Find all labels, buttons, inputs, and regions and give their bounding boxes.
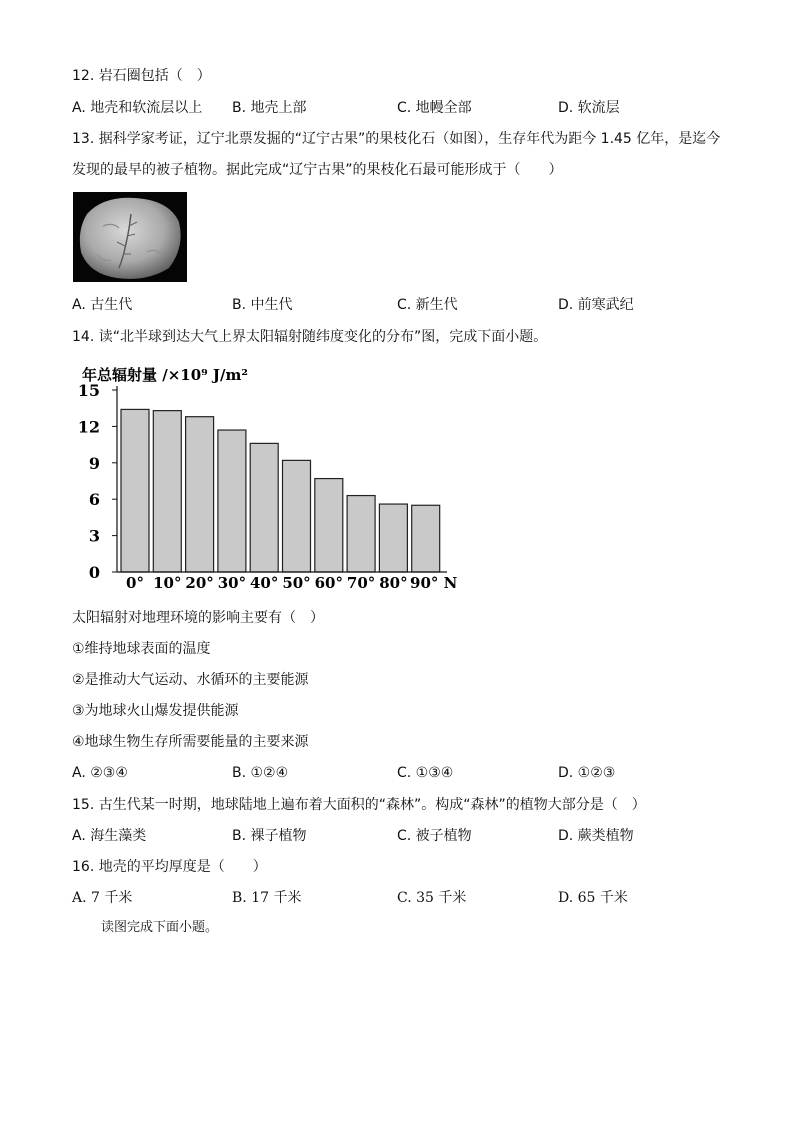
q13-stem-line2: 发现的最早的被子植物。据此完成“辽宁古果”的果枝化石最可能形成于（ ） <box>72 162 563 178</box>
bar-5 <box>283 460 311 572</box>
x-tick-label: 90° N <box>410 574 458 592</box>
q14-stem: 14. 读“北半球到达大气上界太阳辐射随纬度变化的分布”图，完成下面小题。 <box>72 329 548 345</box>
q14-statement-3: ③为地球火山爆发提供能源 <box>72 703 239 719</box>
y-tick-label: 12 <box>77 417 100 437</box>
bar-6 <box>315 479 343 572</box>
x-tick-label: 30° <box>217 574 247 592</box>
q16-stem: 16. 地壳的平均厚度是（ ） <box>72 859 267 875</box>
bar-8 <box>379 504 407 572</box>
x-tick-label: 40° <box>250 574 279 592</box>
q16-option-c[interactable]: C. 35 千米 <box>397 890 467 906</box>
q14-question: 太阳辐射对地理环境的影响主要有（ ） <box>72 610 324 626</box>
bar-7 <box>347 496 375 572</box>
y-tick-label: 6 <box>88 490 100 510</box>
x-tick-label: 60° <box>314 574 343 592</box>
q15-stem: 15. 古生代某一时期，地球陆地上遍布着大面积的“森林”。构成“森林”的植物大部分是（ ） <box>72 797 646 813</box>
q15-option-b[interactable]: B. 裸子植物 <box>232 828 307 844</box>
x-tick-label: 50° <box>282 574 311 592</box>
q12-option-d[interactable]: D. 软流层 <box>558 100 620 116</box>
x-tick-label: 10° <box>153 574 182 592</box>
chart-ylabel: 年总辐射量 /×10⁹ J/m² <box>82 366 248 384</box>
q14-statement-4: ④地球生物生存所需要能量的主要来源 <box>72 734 309 750</box>
q15-options <box>72 826 732 846</box>
q14-option-c[interactable]: C. ①③④ <box>397 765 454 781</box>
y-tick-label: 15 <box>77 381 100 400</box>
q14-statement-2: ②是推动大气运动、水循环的主要能源 <box>72 672 309 688</box>
bar-4 <box>250 443 278 572</box>
x-tick-label: 80° <box>379 574 408 592</box>
q12-option-b[interactable]: B. 地壳上部 <box>232 100 307 116</box>
x-tick-label: 20° <box>185 574 214 592</box>
q13-option-b[interactable]: B. 中生代 <box>232 297 293 313</box>
q16-option-b[interactable]: B. 17 千米 <box>232 890 302 906</box>
q13-option-c[interactable]: C. 新生代 <box>397 297 458 313</box>
x-tick-label: 70° <box>346 574 376 592</box>
radiation-bar-chart <box>72 360 472 592</box>
q12-options <box>72 98 732 118</box>
q14-options <box>72 763 732 783</box>
bar-0 <box>121 409 149 572</box>
q13-option-a[interactable]: A. 古生代 <box>72 297 133 313</box>
q13-options <box>72 295 732 315</box>
fossil-image <box>73 192 187 282</box>
q14-option-a[interactable]: A. ②③④ <box>72 765 128 781</box>
bar-9 <box>412 505 440 572</box>
q15-option-d[interactable]: D. 蕨类植物 <box>558 828 634 844</box>
q12-option-c[interactable]: C. 地幔全部 <box>397 100 472 116</box>
q15-option-a[interactable]: A. 海生藻类 <box>72 828 147 844</box>
y-tick-label: 9 <box>88 453 100 473</box>
q16-option-d[interactable]: D. 65 千米 <box>558 890 628 906</box>
reading-note: 读图完成下面小题。 <box>101 920 219 935</box>
q13-option-d[interactable]: D. 前寒武纪 <box>558 297 634 313</box>
q15-option-c[interactable]: C. 被子植物 <box>397 828 472 844</box>
q14-statement-1: ①维持地球表面的温度 <box>72 641 211 657</box>
x-tick-label: 0° <box>126 574 144 592</box>
q14-option-d[interactable]: D. ①②③ <box>558 765 616 781</box>
q12-stem: 12. 岩石圈包括（ ） <box>72 68 211 84</box>
bar-2 <box>186 417 214 572</box>
q12-option-a[interactable]: A. 地壳和软流层以上 <box>72 100 203 116</box>
q16-options <box>72 888 732 908</box>
q13-stem-line1: 13. 据科学家考证，辽宁北票发掘的“辽宁古果”的果枝化石（如图），生存年代为距今 1.45 亿年，是迄今 <box>72 131 721 147</box>
bar-1 <box>153 411 181 572</box>
q14-option-b[interactable]: B. ①②④ <box>232 765 289 781</box>
bar-3 <box>218 430 246 572</box>
y-tick-label: 0 <box>88 563 100 582</box>
y-tick-label: 3 <box>88 526 100 546</box>
q16-option-a[interactable]: A. 7 千米 <box>72 890 133 906</box>
